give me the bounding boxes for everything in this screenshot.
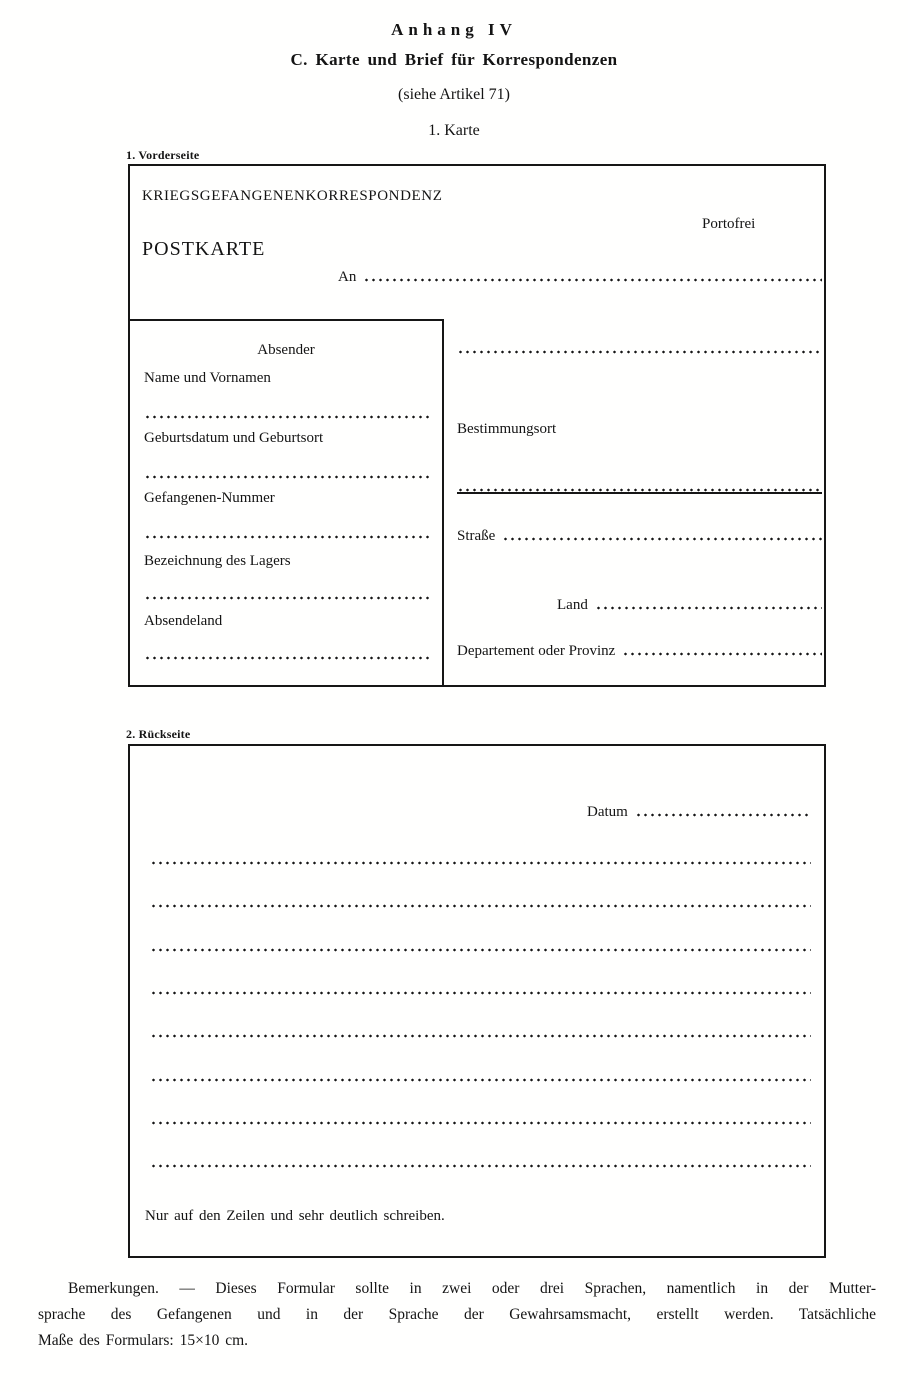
sender-field-label: Absendeland <box>144 613 223 629</box>
country-fill-line <box>595 606 822 610</box>
section-title: C. Karte und Brief für Korrespondenzen <box>290 50 618 69</box>
postcard-title: POSTKARTE <box>142 238 266 260</box>
sender-fill-line <box>144 415 430 419</box>
writing-instruction: Nur auf den Zeilen und sehr deutlich schreiben. <box>145 1208 445 1224</box>
sender-fill-line <box>144 656 430 660</box>
article-reference: (siehe Artikel 71) <box>398 86 510 103</box>
date-fill-line <box>635 813 811 817</box>
subsection-title: 1. Karte <box>428 122 480 139</box>
postcard-front <box>128 164 826 687</box>
sender-heading: Absender <box>257 342 315 358</box>
sender-box-top-rule <box>130 319 442 321</box>
message-fill-line <box>150 991 811 995</box>
message-fill-line <box>150 1078 811 1082</box>
message-fill-line <box>150 1034 811 1038</box>
message-fill-line <box>150 1164 811 1168</box>
destination-fill-line-underlined <box>457 487 822 494</box>
remarks-paragraph <box>38 1276 876 1354</box>
addressee-row <box>338 269 822 286</box>
addressee-label: An <box>338 269 357 285</box>
message-fill-line <box>150 1121 811 1125</box>
back-side-label: 2. Rückseite <box>126 727 191 741</box>
message-fill-line <box>150 904 811 908</box>
postcard-back <box>128 744 826 1258</box>
sender-fill-line <box>144 596 430 600</box>
street-fill-line <box>502 537 822 541</box>
sender-fill-line <box>144 475 430 479</box>
addressee-fill-line <box>363 278 822 282</box>
remarks-line: Maße des Formulars: 15×10 cm. <box>38 1332 249 1350</box>
postage-free-note: Portofrei <box>702 216 756 232</box>
country-row <box>557 597 822 614</box>
street-label: Straße <box>457 528 496 544</box>
country-label: Land <box>557 597 588 613</box>
sender-field-label: Bezeichnung des Lagers <box>144 553 291 569</box>
street-row <box>457 528 822 545</box>
annex-title: Anhang IV <box>391 20 517 39</box>
correspondence-title: KRIEGSGEFANGENENKORRESPONDENZ <box>142 188 443 204</box>
sender-field-label: Geburtsdatum und Geburtsort <box>144 430 324 446</box>
destination-label: Bestimmungsort <box>457 421 557 437</box>
date-row <box>587 804 811 821</box>
recipient-fill-line <box>457 350 822 354</box>
sender-fill-line <box>144 535 430 539</box>
remarks-line: Bemerkungen. — Dieses Formular sollte in zwei oder drei Sprachen, namentlich in der Mutter- <box>68 1280 876 1297</box>
department-label: Departement oder Provinz <box>457 643 616 659</box>
sender-field-label: Gefangenen-Nummer <box>144 490 275 506</box>
remarks-line: sprache des Gefangenen und in der Sprache der Gewahrsamsmacht, erstellt werden. Tatsächliche <box>38 1306 876 1324</box>
department-row <box>457 643 822 660</box>
message-fill-line <box>150 861 811 865</box>
sender-field-label: Name und Vornamen <box>144 370 271 386</box>
column-divider-rule <box>442 319 444 687</box>
message-fill-line <box>150 948 811 952</box>
date-label: Datum <box>587 804 628 820</box>
front-side-label: 1. Vorderseite <box>126 148 200 162</box>
department-fill-line <box>622 652 822 656</box>
